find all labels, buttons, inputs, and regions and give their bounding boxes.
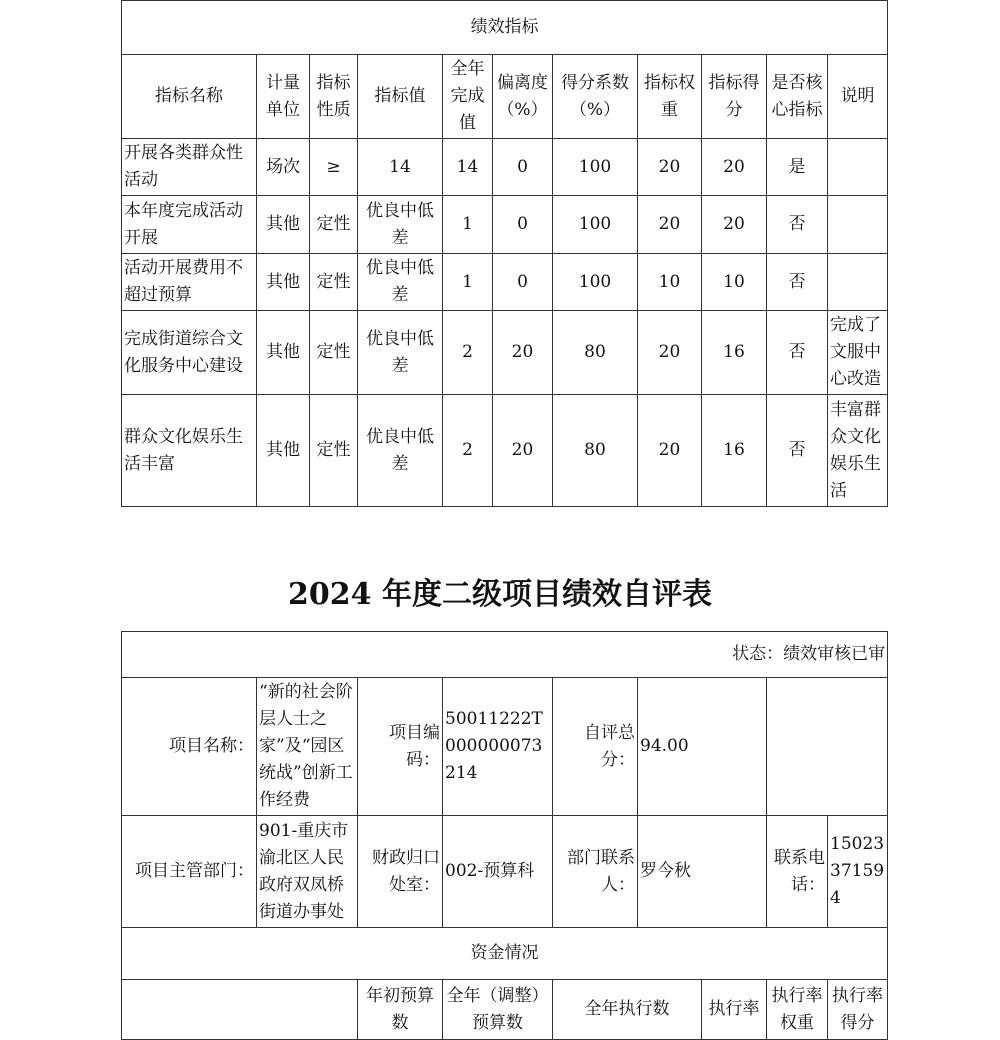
indicator-core: 是 bbox=[767, 139, 828, 196]
header-indicator-name: 指标名称 bbox=[122, 55, 257, 139]
header-execution-rate: 执行率 bbox=[702, 980, 767, 1040]
header-nature: 指标性质 bbox=[310, 55, 358, 139]
indicator-core: 否 bbox=[767, 395, 828, 507]
indicator-coef: 80 bbox=[553, 311, 638, 395]
header-is-core: 是否核心指标 bbox=[767, 55, 828, 139]
indicator-value: 14 bbox=[358, 139, 443, 196]
indicator-score: 16 bbox=[702, 395, 767, 507]
indicator-name: 完成街道综合文化服务中心建设 bbox=[122, 311, 257, 395]
table-row bbox=[122, 196, 888, 254]
indicator-name: 本年度完成活动开展 bbox=[122, 196, 257, 254]
indicator-weight: 20 bbox=[638, 196, 702, 254]
indicator-weight: 20 bbox=[638, 395, 702, 507]
indicator-unit: 其他 bbox=[257, 196, 310, 254]
empty-cell bbox=[122, 980, 358, 1040]
indicator-unit: 其他 bbox=[257, 254, 310, 311]
indicator-note: 完成了文服中心改造 bbox=[828, 311, 888, 395]
indicator-nature: 定性 bbox=[310, 196, 358, 254]
indicator-coef: 100 bbox=[553, 196, 638, 254]
perf-header-row bbox=[122, 55, 888, 139]
header-unit: 计量单位 bbox=[257, 55, 310, 139]
header-note: 说明 bbox=[828, 55, 888, 139]
dept-label: 项目主管部门： bbox=[122, 816, 257, 928]
status-badge: 状态：绩效审核已审 bbox=[122, 632, 888, 678]
indicator-coef: 100 bbox=[553, 254, 638, 311]
indicator-weight: 20 bbox=[638, 139, 702, 196]
indicator-value: 优良中低差 bbox=[358, 395, 443, 507]
indicator-score: 20 bbox=[702, 139, 767, 196]
indicator-note bbox=[828, 139, 888, 196]
header-weight: 指标权重 bbox=[638, 55, 702, 139]
self-evaluation-table bbox=[121, 631, 888, 1040]
dept-value: 901-重庆市渝北区人民政府双凤桥街道办事处 bbox=[257, 816, 358, 928]
self-score-value: 94.00 bbox=[638, 678, 767, 816]
header-initial-budget: 年初预算数 bbox=[358, 980, 443, 1040]
indicator-value: 优良中低差 bbox=[358, 311, 443, 395]
indicator-name: 群众文化娱乐生活丰富 bbox=[122, 395, 257, 507]
project-code-value: 50011222T000000073214 bbox=[443, 678, 553, 816]
indicator-done: 2 bbox=[443, 311, 493, 395]
header-deviation: 偏离度（%） bbox=[493, 55, 553, 139]
indicator-core: 否 bbox=[767, 196, 828, 254]
indicator-done: 1 bbox=[443, 196, 493, 254]
indicator-deviation: 0 bbox=[493, 196, 553, 254]
indicator-deviation: 0 bbox=[493, 254, 553, 311]
table-row bbox=[122, 311, 888, 395]
project-name-label: 项目名称： bbox=[122, 678, 257, 816]
finance-label: 财政归口处室： bbox=[358, 816, 443, 928]
performance-indicator-table bbox=[121, 0, 888, 507]
indicator-nature: 定性 bbox=[310, 395, 358, 507]
table-row bbox=[122, 395, 888, 507]
header-rate-score: 执行率得分 bbox=[828, 980, 888, 1040]
indicator-value: 优良中低差 bbox=[358, 254, 443, 311]
indicator-done: 14 bbox=[443, 139, 493, 196]
page-title: 2024 年度二级项目绩效自评表 bbox=[288, 577, 712, 612]
indicator-core: 否 bbox=[767, 311, 828, 395]
indicator-score: 10 bbox=[702, 254, 767, 311]
header-score-coef: 得分系数（%） bbox=[553, 55, 638, 139]
indicator-core: 否 bbox=[767, 254, 828, 311]
indicator-name: 开展各类群众性活动 bbox=[122, 139, 257, 196]
indicator-nature: 定性 bbox=[310, 311, 358, 395]
indicator-coef: 80 bbox=[553, 395, 638, 507]
contact-label: 部门联系人： bbox=[553, 816, 638, 928]
table-row bbox=[122, 139, 888, 196]
funds-section-title: 资金情况 bbox=[122, 928, 888, 980]
indicator-nature: ≥ bbox=[310, 139, 358, 196]
indicator-name: 活动开展费用不超过预算 bbox=[122, 254, 257, 311]
table-row bbox=[122, 254, 888, 311]
indicator-note bbox=[828, 196, 888, 254]
indicator-score: 20 bbox=[702, 196, 767, 254]
contact-value: 罗今秋 bbox=[638, 816, 767, 928]
self-score-label: 自评总分： bbox=[553, 678, 638, 816]
indicator-deviation: 20 bbox=[493, 395, 553, 507]
indicator-done: 2 bbox=[443, 395, 493, 507]
header-adjusted-budget: 全年（调整）预算数 bbox=[443, 980, 553, 1040]
header-annual-done: 全年完成值 bbox=[443, 55, 493, 139]
indicator-note bbox=[828, 254, 888, 311]
project-name-value: “新的社会阶层人士之家”及“园区统战”创新工作经费 bbox=[257, 678, 358, 816]
header-target-value: 指标值 bbox=[358, 55, 443, 139]
indicator-unit: 场次 bbox=[257, 139, 310, 196]
perf-section-title: 绩效指标 bbox=[122, 1, 888, 55]
indicator-nature: 定性 bbox=[310, 254, 358, 311]
indicator-done: 1 bbox=[443, 254, 493, 311]
phone-label: 联系电话： bbox=[767, 816, 828, 928]
funds-header-row bbox=[122, 980, 888, 1040]
header-annual-execution: 全年执行数 bbox=[553, 980, 702, 1040]
header-rate-weight: 执行率权重 bbox=[767, 980, 828, 1040]
indicator-deviation: 20 bbox=[493, 311, 553, 395]
finance-value: 002-预算科 bbox=[443, 816, 553, 928]
indicator-weight: 20 bbox=[638, 311, 702, 395]
indicator-unit: 其他 bbox=[257, 395, 310, 507]
indicator-coef: 100 bbox=[553, 139, 638, 196]
header-score: 指标得分 bbox=[702, 55, 767, 139]
indicator-deviation: 0 bbox=[493, 139, 553, 196]
empty-cell bbox=[767, 678, 888, 816]
indicator-value: 优良中低差 bbox=[358, 196, 443, 254]
phone-value: 15023371594 bbox=[828, 816, 888, 928]
project-code-label: 项目编码： bbox=[358, 678, 443, 816]
indicator-unit: 其他 bbox=[257, 311, 310, 395]
indicator-score: 16 bbox=[702, 311, 767, 395]
indicator-note: 丰富群众文化娱乐生活 bbox=[828, 395, 888, 507]
indicator-weight: 10 bbox=[638, 254, 702, 311]
